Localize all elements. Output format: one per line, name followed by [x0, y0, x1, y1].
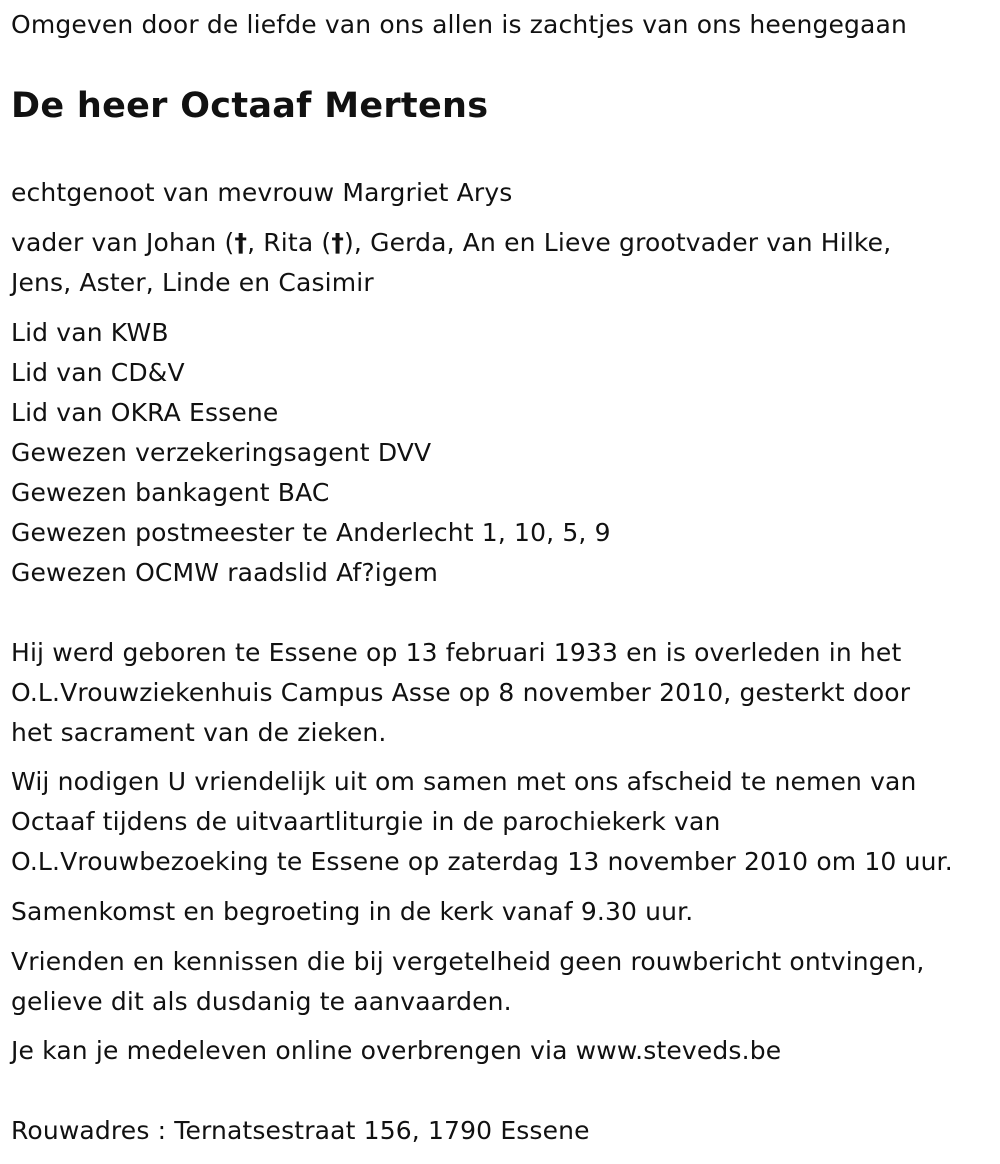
membership-item: Lid van CD&V	[11, 358, 185, 387]
family-text-b: , Rita (	[247, 228, 332, 257]
birth-death-line: O.L.Vrouwziekenhuis Campus Asse op 8 november 2010, gesterkt door	[11, 678, 911, 707]
membership-item: Lid van OKRA Essene	[11, 398, 279, 427]
family-text-a: vader van Johan (	[11, 228, 235, 257]
membership-item: Gewezen verzekeringsagent DVV	[11, 438, 432, 467]
invitation-line: Octaaf tijdens de uitvaartliturgie in de parochiekerk van	[11, 807, 721, 836]
membership-item: Gewezen bankagent BAC	[11, 478, 330, 507]
membership-item: Gewezen postmeester te Anderlecht 1, 10, 5, 9	[11, 518, 611, 547]
online-condolence-line: Je kan je medeleven online overbrengen via www.steveds.be	[11, 1036, 782, 1065]
deceased-name: De heer Octaaf Mertens	[11, 86, 489, 126]
invitation-line: O.L.Vrouwbezoeking te Essene op zaterdag 13 november 2010 om 10 uur.	[11, 847, 953, 876]
friends-line: gelieve dit als dusdanig te aanvaarden.	[11, 987, 512, 1016]
invitation-line: Wij nodigen U vriendelijk uit om samen met ons afscheid te nemen van	[11, 767, 917, 796]
birth-death-line: het sacrament van de zieken.	[11, 718, 387, 747]
cross-icon: †	[234, 228, 248, 257]
cross-icon: †	[331, 228, 344, 257]
membership-item: Lid van KWB	[11, 318, 169, 347]
membership-item: Gewezen OCMW raadslid Af?igem	[11, 558, 438, 587]
friends-line: Vrienden en kennissen die bij vergetelheid geen rouwbericht ontvingen,	[11, 947, 925, 976]
spouse-line: echtgenoot van mevrouw Margriet Arys	[11, 178, 513, 207]
family-line-1	[11, 223, 891, 263]
mourning-address: Rouwadres : Ternatsestraat 156, 1790 Essene	[11, 1116, 590, 1145]
gathering-line: Samenkomst en begroeting in de kerk vanaf 9.30 uur.	[11, 897, 694, 926]
family-text-c: ), Gerda, An en Lieve grootvader van Hilke,	[343, 228, 892, 257]
family-line-2: Jens, Aster, Linde en Casimir	[11, 268, 374, 297]
birth-death-line: Hij werd geboren te Essene op 13 februari 1933 en is overleden in het	[11, 638, 902, 667]
intro-text: Omgeven door de liefde van ons allen is zachtjes van ons heengegaan	[11, 10, 907, 39]
